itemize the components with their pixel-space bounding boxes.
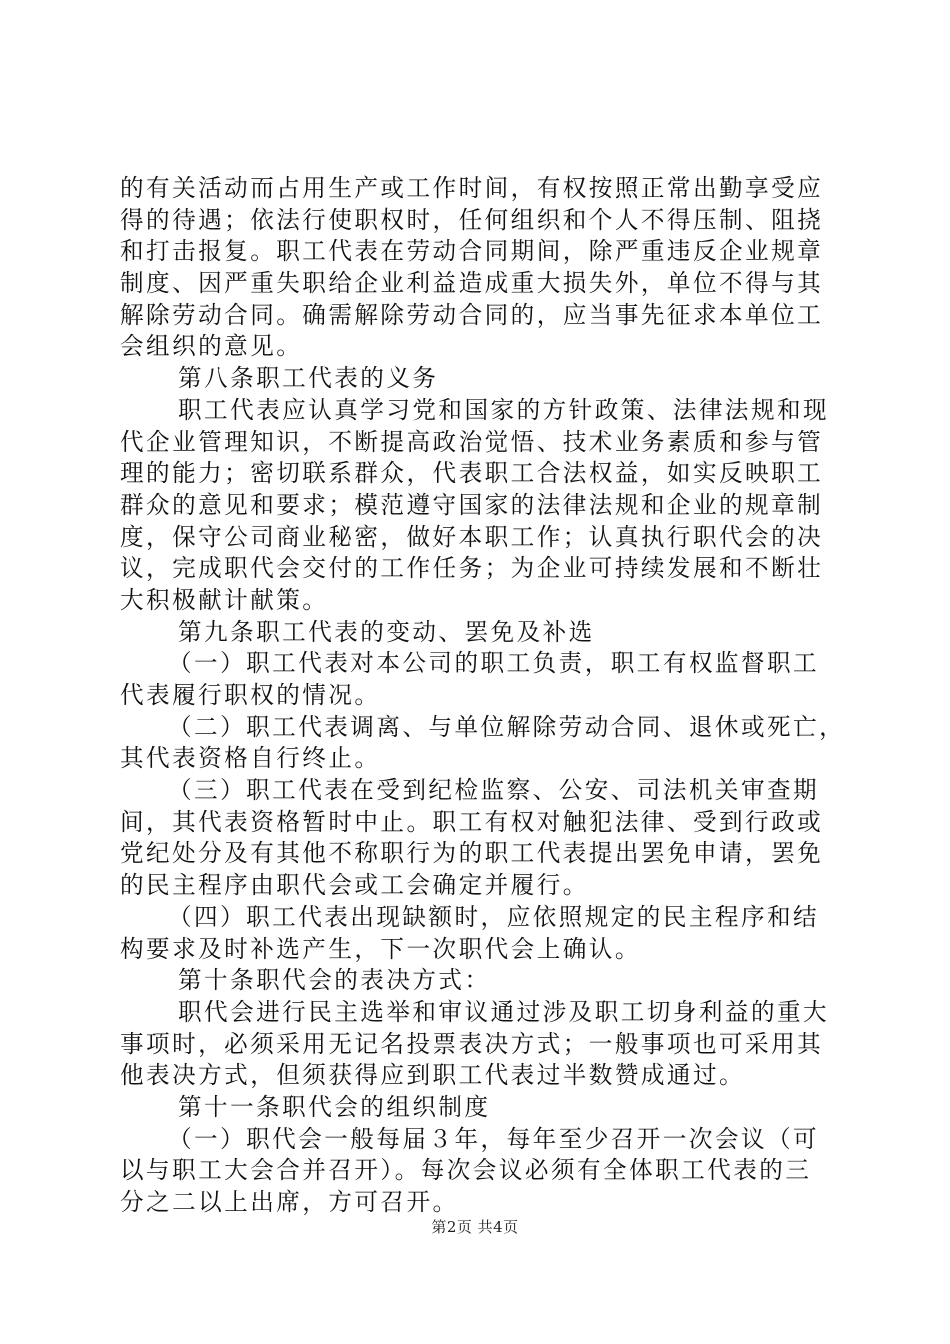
- text-line: 代企业管理知识，不断提高政治觉悟、技术业务素质和参与管: [120, 427, 824, 456]
- text-line: 构要求及时补选产生，下一次职代会上确认。: [120, 934, 641, 963]
- text-line: （三）职工代表在受到纪检监察、公安、司法机关审查期: [168, 776, 820, 805]
- text-line: 他表决方式，但须获得应到职工代表过半数赞成通过。: [120, 1061, 746, 1090]
- text-line: 的有关活动而占用生产或工作时间，有权按照正常出勤享受应: [120, 174, 824, 202]
- text-line: 制度、因严重失职给企业利益造成重大损失外，单位不得与其: [120, 269, 824, 298]
- text-line: 事项时，必须采用无记名投票表决方式；一般事项也可采用其: [120, 1029, 824, 1058]
- text-line: 度，保守公司商业秘密，做好本职工作；认真执行职代会的决: [120, 522, 824, 551]
- text-line: 以与职工大会合并召开）。每次会议必须有全体职工代表的三: [120, 1156, 812, 1185]
- text-line: （二）职工代表调离、与单位解除劳动合同、退休或死亡，: [168, 712, 846, 741]
- text-line: （一）职工代表对本公司的职工负责，职工有权监督职工: [168, 649, 820, 678]
- text-line: 解除劳动合同。确需解除劳动合同的，应当事先征求本单位工: [120, 300, 824, 329]
- section-heading: 第八条职工代表的义务: [178, 364, 439, 393]
- section-heading: 第十条职代会的表决方式：: [178, 966, 491, 995]
- text-line: 党纪处分及有其他不称职行为的职工代表提出罢免申请，罢免: [120, 839, 824, 868]
- text-line: 的民主程序由职代会或工会确定并履行。: [120, 871, 589, 900]
- text-line: 其代表资格自行终止。: [120, 744, 381, 773]
- text-line: 大积极献计献策。: [120, 585, 329, 614]
- text-line: 和打击报复。职工代表在劳动合同期间，除严重违反企业规章: [120, 237, 824, 266]
- text-line: 理的能力；密切联系群众，代表职工合法权益，如实反映职工: [120, 459, 824, 488]
- text-line: 职代会进行民主选举和审议通过涉及职工切身利益的重大: [178, 997, 830, 1026]
- text-line: 群众的意见和要求；模范遵守国家的法律法规和企业的规章制: [120, 490, 824, 519]
- text-line: 间，其代表资格暂时中止。职工有权对触犯法律、受到行政或: [120, 807, 824, 836]
- document-body: [120, 173, 846, 1219]
- text-line: 议，完成职代会交付的工作任务；为企业可持续发展和不断壮: [120, 554, 824, 583]
- page-footer: 第2页 共4页: [431, 1218, 519, 1236]
- text-line: 代表履行职权的情况。: [120, 681, 381, 709]
- text-line: 分之二以上出席，方可召开。: [120, 1188, 459, 1216]
- text-line: （四）职工代表出现缺额时，应依照规定的民主程序和结: [168, 902, 820, 931]
- text-line: 得的待遇；依法行使职权时，任何组织和个人不得压制、阻挠: [120, 205, 824, 234]
- text-line: 会组织的意见。: [120, 332, 303, 361]
- text-line: 职工代表应认真学习党和国家的方针政策、法律法规和现: [178, 395, 830, 424]
- section-heading: 第十一条职代会的组织制度: [178, 1092, 491, 1121]
- section-heading: 第九条职工代表的变动、罢免及补选: [178, 617, 595, 646]
- text-line: （一）职代会一般每届３年，每年至少召开一次会议（可: [168, 1124, 820, 1153]
